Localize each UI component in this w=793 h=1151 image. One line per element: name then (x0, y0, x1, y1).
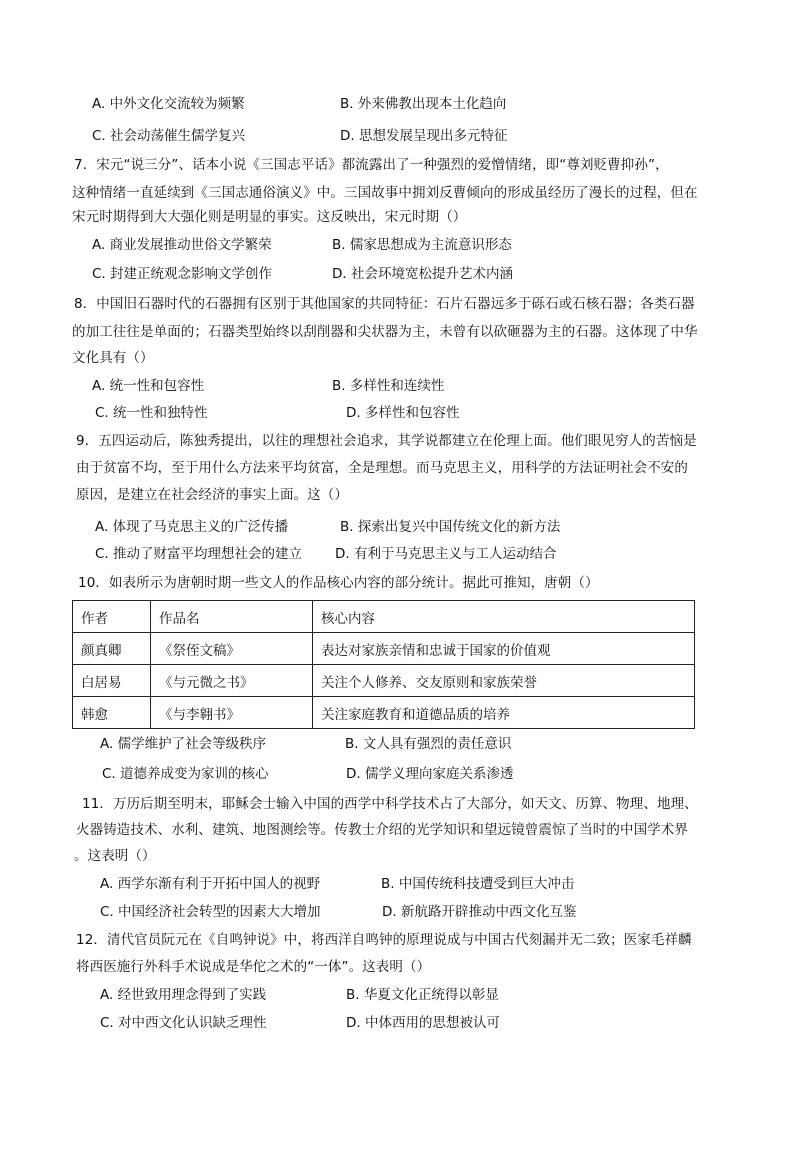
q10-stem: 10．如表所示为唐朝时期一些文人的作品核心内容的部分统计。据此可推知，唐朝（） (78, 575, 599, 591)
q10-table (72, 600, 695, 729)
q6-option-a: A. 中外文化交流较为频繁 (92, 96, 245, 112)
q9-stem-line-3: 原因，是建立在社会经济的事实上面。这（） (76, 487, 348, 503)
q8-stem-line-2: 的加工往往是单面的；石器类型始终以刮削器和尖状器为主，未曾有以砍砸器为主的石器。这体现了中华 (72, 324, 698, 340)
table-cell: 颜真卿 (73, 633, 151, 665)
q11-stem-line-3: 。这表明（） (74, 848, 156, 864)
q7-option-a: A. 商业发展推动世俗文学繁荣 (92, 237, 272, 253)
table-row (73, 697, 695, 729)
q10-option-b: B. 文人具有强烈的责任意识 (345, 736, 512, 752)
q8-option-c: C. 统一性和独特性 (95, 405, 208, 421)
table-row (73, 633, 695, 665)
table-header-row (73, 601, 695, 633)
table-header-cell: 核心内容 (313, 601, 695, 633)
table-header-cell: 作品名 (151, 601, 313, 633)
q12-option-b: B. 华夏文化正统得以彰显 (346, 987, 499, 1003)
q8-option-a: A. 统一性和包容性 (92, 378, 205, 394)
q8-stem-line-1: 8．中国旧石器时代的石器拥有区别于其他国家的共同特征：石片石器远多于砾石或石核石器；各类石器 (74, 296, 695, 312)
q10-option-d: D. 儒学义理向家庭关系渗透 (346, 766, 514, 782)
q9-option-a: A. 体现了马克思主义的广泛传播 (95, 519, 289, 535)
q12-option-d: D. 中体西用的思想被认可 (346, 1015, 500, 1031)
q12-option-c: C. 对中西文化认识缺乏理性 (100, 1015, 267, 1031)
q11-option-d: D. 新航路开辟推动中西文化互鉴 (382, 904, 577, 920)
q12-option-a: A. 经世致用理念得到了实践 (100, 987, 267, 1003)
q7-option-d: D. 社会环境宽松提升艺术内涵 (332, 266, 513, 282)
q6-option-c: C. 社会动荡催生儒学复兴 (92, 128, 246, 144)
q11-stem-line-1: 11．万历后期至明末，耶稣会士输入中国的西学中科学技术占了大部分，如天文、历算、物理、地理、 (82, 796, 698, 812)
q10-option-c: C. 道德养成变为家训的核心 (102, 766, 269, 782)
q11-stem-line-2: 火器铸造技术、水利、建筑、地图测绘等。传教士介绍的光学知识和望远镜曾震惊了当时的中国学术界 (76, 822, 688, 838)
q12-stem-line-2: 将西医施行外科手术说成是华佗之术的“一体”。这表明（） (76, 959, 431, 975)
table-row (73, 665, 695, 697)
q9-stem-line-2: 由于贫富不均，至于用什么方法来平均贫富，全是理想。而马克思主义，用科学的方法证明社会不安的 (76, 460, 688, 476)
q7-option-c: C. 封建正统观念影响文学创作 (92, 266, 273, 282)
table-cell: 表达对家族亲情和忠诚于国家的价值观 (313, 633, 695, 665)
q10-option-a: A. 儒学维护了社会等级秩序 (100, 736, 267, 752)
q6-option-d: D. 思想发展呈现出多元特征 (340, 128, 508, 144)
table-cell: 韩愈 (73, 697, 151, 729)
table-header-cell: 作者 (73, 601, 151, 633)
q8-stem-line-3: 文化具有（） (72, 350, 154, 366)
q7-option-b: B. 儒家思想成为主流意识形态 (332, 237, 512, 253)
table-cell: 白居易 (73, 665, 151, 697)
q9-stem-line-1: 9．五四运动后，陈独秀提出，以往的理想社会追求，其学说都建立在伦理上面。他们眼见穷人的苦恼是 (76, 433, 697, 449)
q12-stem-line-1: 12．清代官员阮元在《自鸣钟说》中，将西洋自鸣钟的原理说成与中国古代刻漏并无二致；医家毛祥麟 (76, 932, 692, 948)
q6-option-b: B. 外来佛教出现本土化趋向 (340, 96, 507, 112)
table-cell: 《与元微之书》 (151, 665, 313, 697)
q9-option-d: D. 有利于马克思主义与工人运动结合 (335, 546, 557, 562)
q9-option-c: C. 推动了财富平均理想社会的建立 (95, 546, 303, 562)
table-cell: 关注家庭教育和道德品质的培养 (313, 697, 695, 729)
q11-option-b: B. 中国传统科技遭受到巨大冲击 (381, 876, 575, 892)
table-cell: 关注个人修养、交友原则和家族荣誉 (313, 665, 695, 697)
table-cell: 《祭侄文稿》 (151, 633, 313, 665)
q9-option-b: B. 探索出复兴中国传统文化的新方法 (340, 519, 561, 535)
table-cell: 《与李翱书》 (151, 697, 313, 729)
q11-option-c: C. 中国经济社会转型的因素大大增加 (100, 904, 321, 920)
q8-option-d: D. 多样性和包容性 (346, 405, 460, 421)
q8-option-b: B. 多样性和连续性 (332, 378, 445, 394)
q7-stem-line-2: 这种情绪一直延续到《三国志通俗演义》中。三国故事中拥刘反曹倾向的形成虽经历了漫长的过程，但在 (72, 185, 698, 201)
q7-stem-line-1: 7．宋元“说三分”、话本小说《三国志平话》都流露出了一种强烈的爱憎情绪，即“尊刘贬曹抑孙”， (74, 157, 669, 173)
q7-stem-line-3: 宋元时期得到大大强化则是明显的事实。这反映出，宋元时期（） (72, 209, 467, 225)
q11-option-a: A. 西学东渐有利于开拓中国人的视野 (100, 876, 321, 892)
